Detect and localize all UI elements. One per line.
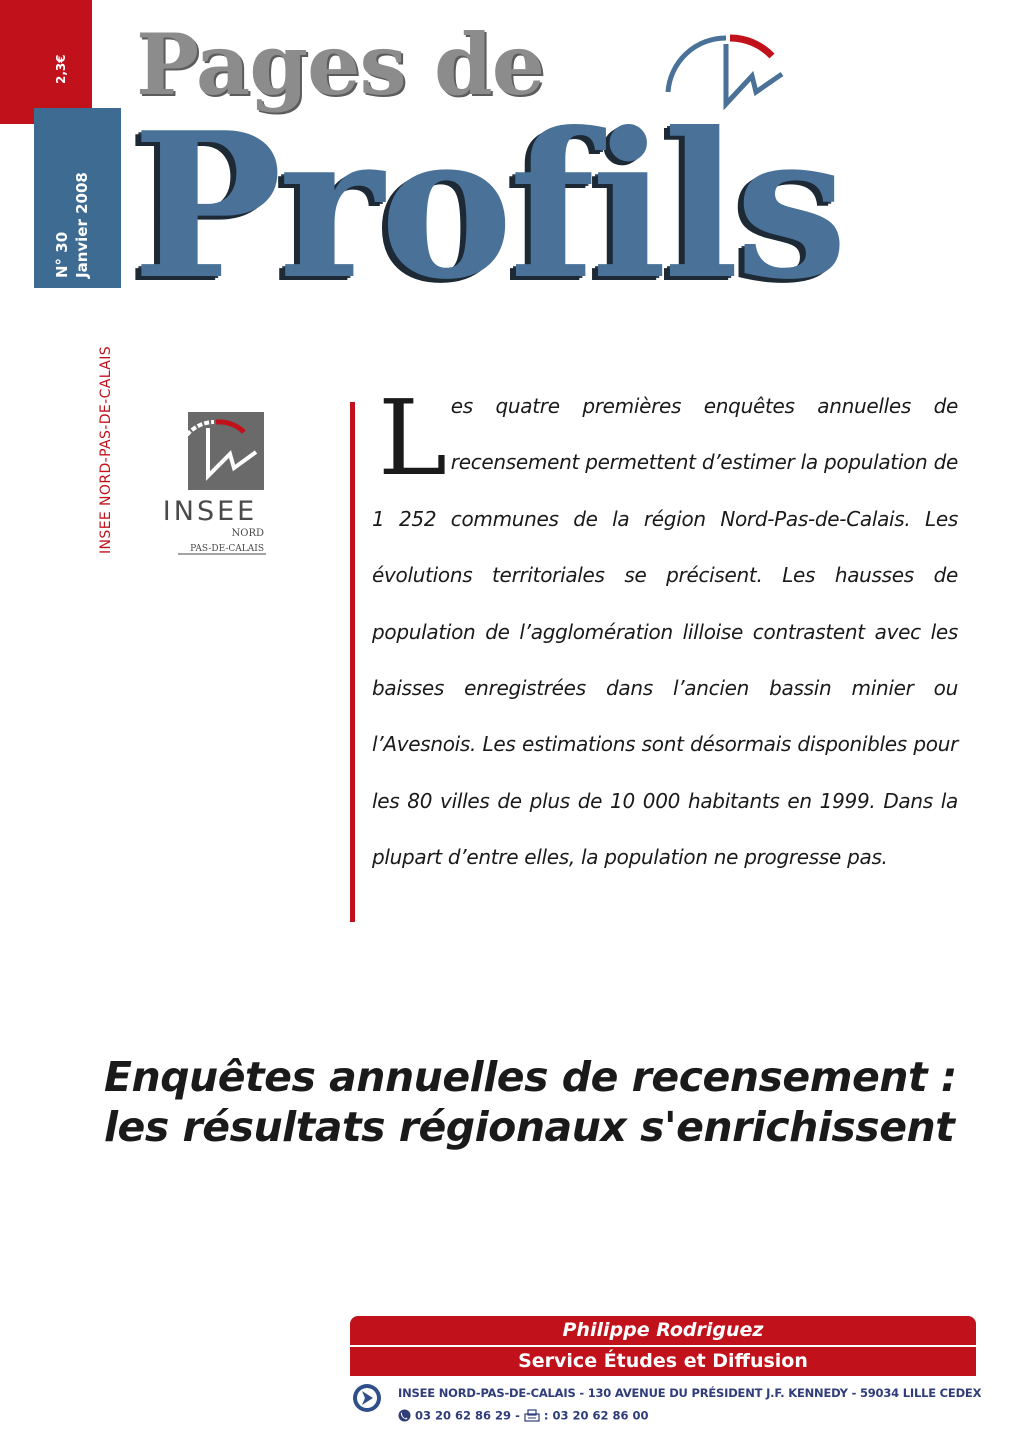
fax-icon bbox=[524, 1409, 540, 1422]
article-title bbox=[104, 1052, 984, 1152]
contact-line bbox=[398, 1408, 649, 1423]
arrow-right-icon bbox=[352, 1383, 382, 1413]
price-label bbox=[54, 42, 94, 92]
phone-number: 03 20 62 86 29 bbox=[415, 1408, 512, 1423]
issue-date: Janvier 2008 bbox=[73, 172, 91, 278]
service-name: Service Études et Diffusion bbox=[350, 1347, 976, 1376]
insee-logo-icon bbox=[148, 410, 272, 560]
blue-rule bbox=[118, 108, 121, 288]
intro-accent-rule bbox=[350, 402, 355, 922]
author-name: Philippe Rodriguez bbox=[350, 1316, 976, 1345]
publisher-vertical-label bbox=[98, 310, 124, 556]
issue-info bbox=[52, 118, 112, 288]
phone-icon bbox=[398, 1409, 411, 1422]
issue-number: N° 30 bbox=[53, 231, 71, 278]
intro-paragraph bbox=[372, 378, 958, 886]
intro-text: es quatre premières enquêtes annuelles de recensement permettent d’estimer la population de 1 252 communes de la région Nord-Pas-de-Calais. Les évolutions territoriales se précisent. Les hausses de population de l’agglomération lilloise contrastent avec les baisses enregistrées dans l’ancien bassin minier ou l’Avesnois. Les estimations sont désormais disponibles pour les 80 villes de plus de 10 000 habitants en 1999. Dans la plupart d’entre elles, la population ne progresse pas. bbox=[372, 394, 958, 870]
title-line-2: les résultats régionaux s'enrichissent bbox=[104, 1103, 955, 1151]
masthead-chart-icon bbox=[660, 30, 790, 120]
insee-logo-region-1: NORD bbox=[231, 528, 264, 539]
intro-dropcap: L bbox=[378, 377, 447, 499]
insee-logo-region-2: PAS-DE-CALAIS bbox=[190, 544, 264, 554]
title-line-1: Enquêtes annuelles de recensement : bbox=[104, 1053, 957, 1101]
masthead-line-2: Profils bbox=[132, 89, 844, 324]
masthead-line-1: Pages de bbox=[136, 15, 545, 114]
price-text: 2,3€ bbox=[54, 54, 68, 84]
author-bar bbox=[350, 1316, 976, 1376]
insee-logo-name: INSEE bbox=[162, 496, 258, 527]
publisher-label-text: INSEE NORD-PAS-DE-CALAIS bbox=[98, 345, 114, 554]
contact-separator: - bbox=[511, 1408, 524, 1423]
address-line: INSEE NORD-PAS-DE-CALAIS - 130 AVENUE DU PRÉSIDENT J.F. KENNEDY - 59034 LILLE CEDEX bbox=[398, 1386, 982, 1400]
intro-paragraph-block bbox=[372, 378, 958, 886]
fax-number: : 03 20 62 86 00 bbox=[543, 1408, 649, 1423]
